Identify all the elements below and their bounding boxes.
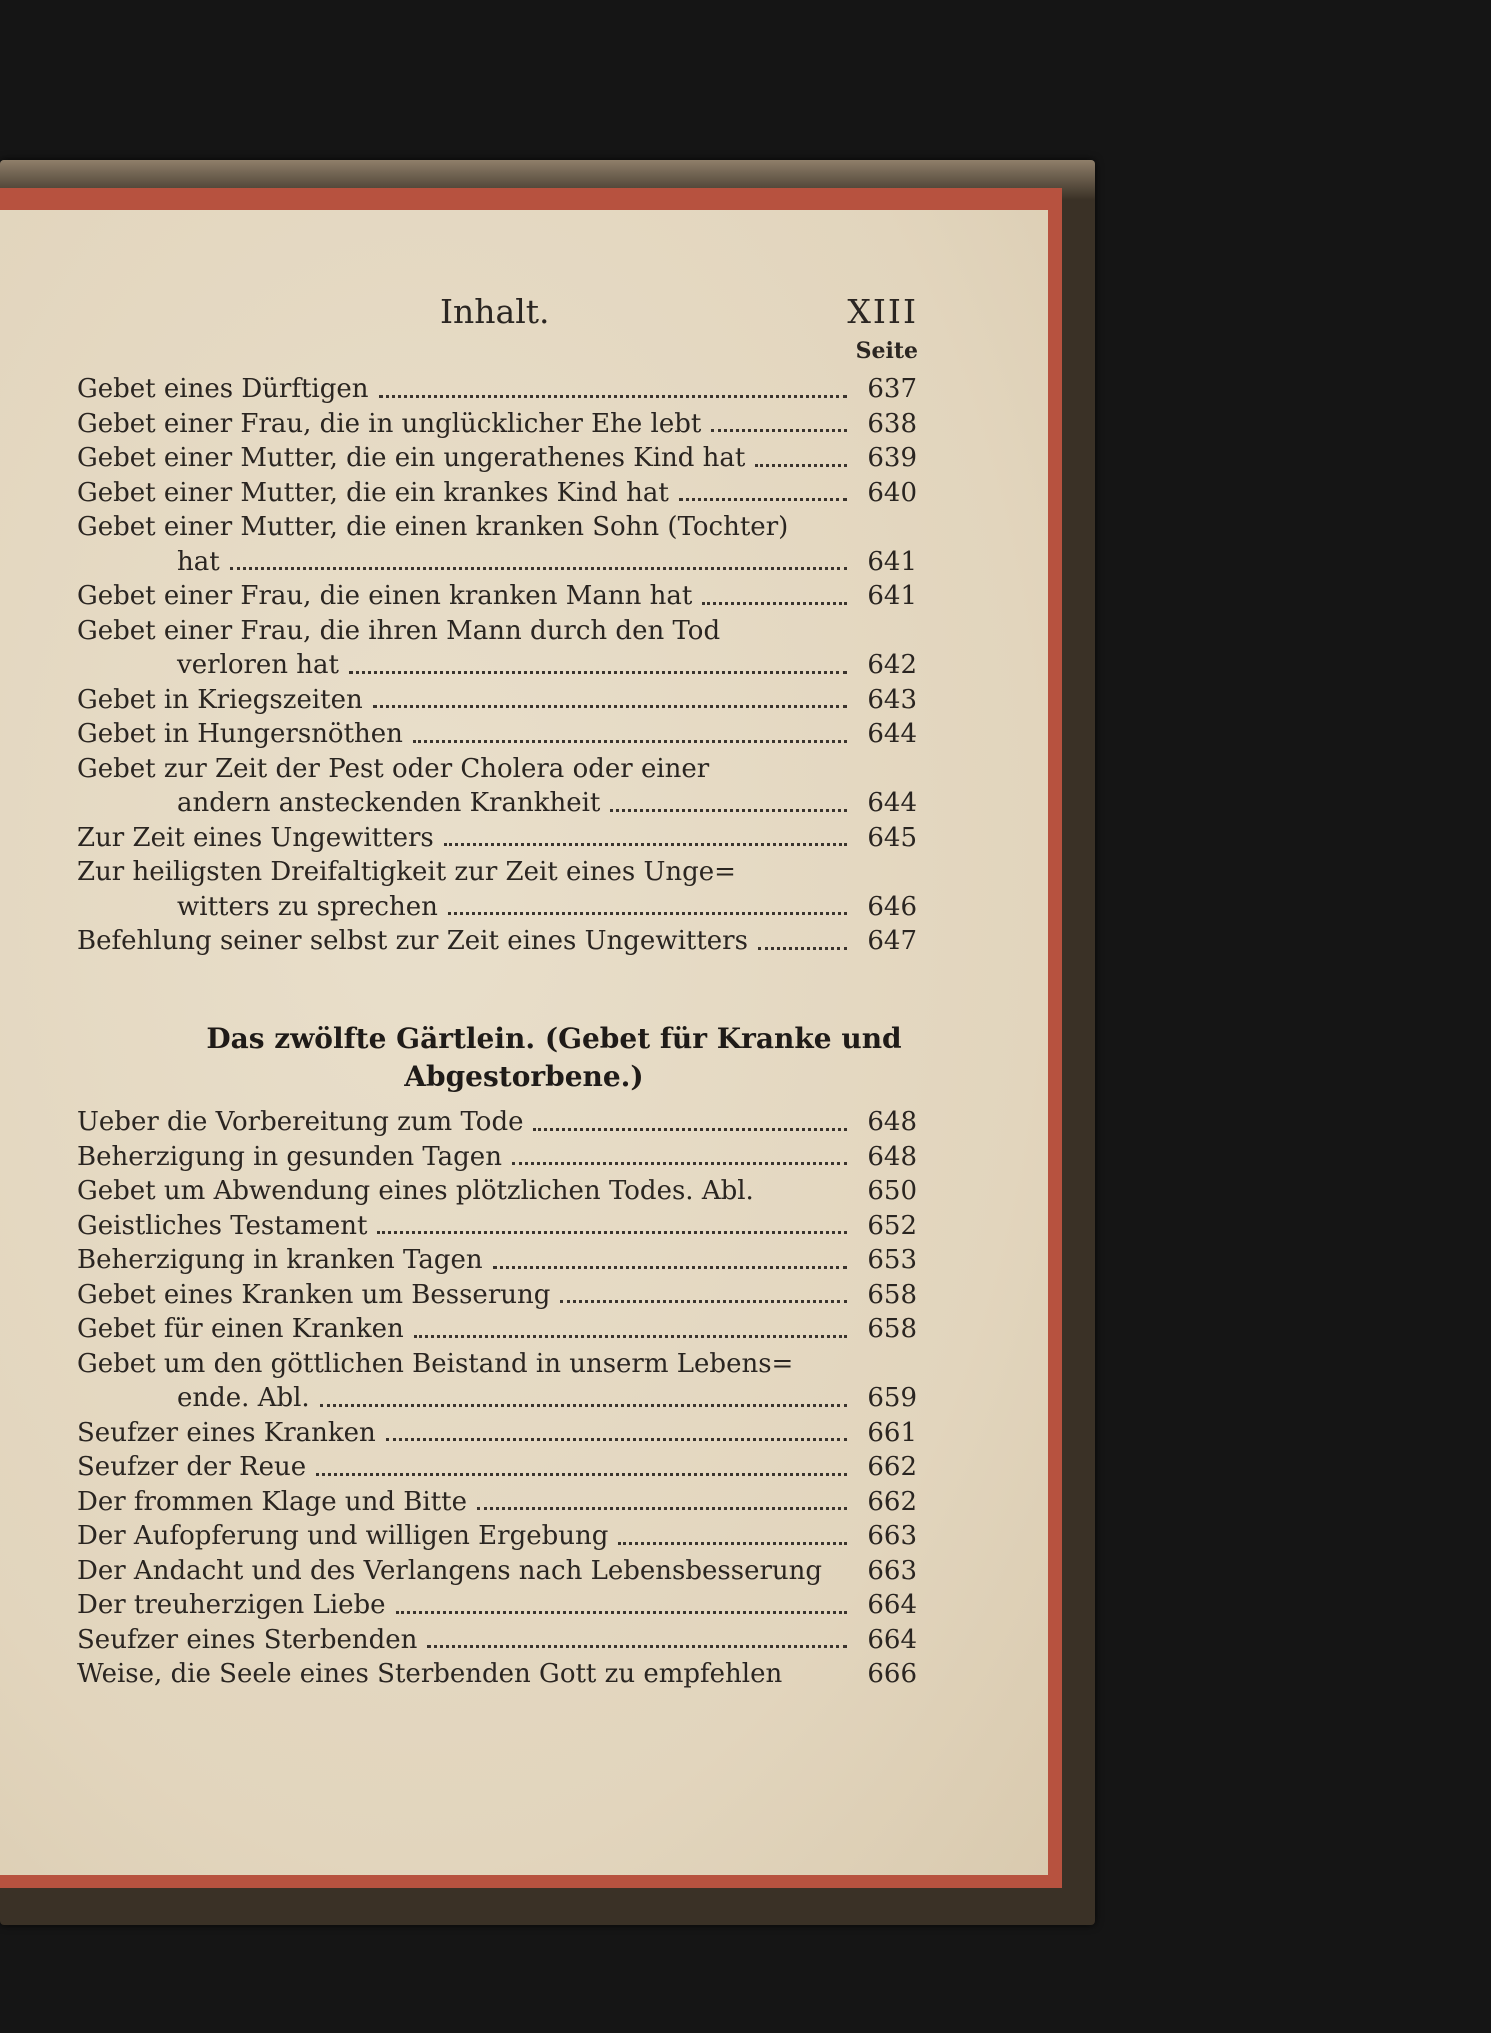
toc-entry-line <box>77 1105 917 1140</box>
toc-page-number: 664 <box>867 1624 917 1655</box>
toc-entry-continuation <box>77 545 917 580</box>
toc-entry-line <box>77 614 917 649</box>
toc-entry-text: Weise, die Seele eines Sterbenden Gott zu empfehlen <box>77 1659 783 1689</box>
toc-entry <box>77 1140 917 1175</box>
toc-entry-text: Seufzer eines Sterbenden <box>77 1624 418 1655</box>
toc-entry-line <box>77 855 917 890</box>
toc-entry-text: Ueber die Vorbereitung zum Tode <box>77 1107 524 1137</box>
toc-page-number: 661 <box>867 1417 917 1448</box>
toc-entry-text: Der Aufopferung und willigen Ergebung <box>77 1521 609 1551</box>
toc-page-number: 642 <box>867 650 917 680</box>
toc-entry-text: Seufzer eines Kranken <box>77 1417 376 1448</box>
toc-entry-line <box>77 683 917 718</box>
toc-entry-line <box>77 1588 917 1623</box>
dot-leader <box>396 1611 847 1614</box>
toc-page-number: 659 <box>867 1383 917 1413</box>
toc-entry-line <box>77 717 917 752</box>
toc-entry <box>77 476 917 511</box>
dot-leader <box>560 1300 847 1303</box>
toc-entry-text: hat <box>177 546 220 577</box>
toc-entry-line <box>77 1209 917 1244</box>
toc-page-number: 652 <box>867 1210 917 1241</box>
toc-page-number: 637 <box>867 374 917 404</box>
toc-page-number: 653 <box>867 1245 917 1275</box>
toc-entry-line <box>77 1485 917 1520</box>
toc-entry-line <box>77 1554 917 1589</box>
toc-entry <box>77 1243 917 1278</box>
dot-leader <box>533 1128 847 1131</box>
toc-entry-line <box>77 821 917 856</box>
toc-entry-text: Der Andacht und des Verlangens nach Lebensbesserung <box>77 1555 823 1586</box>
toc-page-number: 662 <box>867 1486 917 1517</box>
toc-page-number: 640 <box>867 477 917 508</box>
section-heading <box>0 1020 1048 1096</box>
dot-leader <box>349 671 847 674</box>
toc-entry <box>77 1174 917 1209</box>
toc-entry <box>77 1278 917 1313</box>
toc-entry <box>77 1416 917 1451</box>
toc-entry-line <box>77 1347 917 1382</box>
dot-leader <box>413 740 847 743</box>
toc-entry-line <box>77 1623 917 1658</box>
toc-entry-line <box>77 1174 917 1209</box>
toc-entry-text: Gebet um den göttlichen Beistand in unserm Lebens= <box>77 1348 794 1379</box>
dot-leader <box>427 1645 847 1648</box>
toc-page-number: 643 <box>867 684 917 715</box>
toc-entry <box>77 1209 917 1244</box>
toc-entry <box>77 1347 917 1416</box>
seite-column-label: Seite <box>855 338 918 364</box>
toc-entry-text: Gebet in Kriegszeiten <box>77 684 363 715</box>
toc-page-number: 650 <box>867 1176 917 1206</box>
toc-page-number: 663 <box>867 1555 917 1586</box>
toc-list-top <box>77 372 917 959</box>
toc-entry <box>77 717 917 752</box>
toc-entry <box>77 1554 917 1589</box>
toc-entry-continuation <box>77 1381 917 1416</box>
toc-entry-line <box>77 1450 917 1485</box>
toc-page-number: 646 <box>867 891 917 922</box>
toc-entry-line <box>77 1519 917 1554</box>
toc-entry-line <box>77 1243 917 1278</box>
toc-entry-text: Gebet für einen Kranken <box>77 1314 404 1344</box>
toc-entry <box>77 855 917 924</box>
toc-entry-text: Zur heiligsten Dreifaltigkeit zur Zeit eines Unge= <box>77 857 736 887</box>
toc-entry-text: Gebet einer Frau, die in unglücklicher Ehe lebt <box>77 408 702 439</box>
toc-entry-text: Gebet einer Frau, die ihren Mann durch den Tod <box>77 615 721 646</box>
toc-entry-text: witters zu sprechen <box>177 891 438 922</box>
dot-leader <box>316 1473 847 1476</box>
toc-page-number: 641 <box>867 546 917 577</box>
page-number: XIII <box>847 292 918 331</box>
toc-page-number: 664 <box>867 1590 917 1620</box>
toc-entry-text: Gebet in Hungersnöthen <box>77 719 403 749</box>
toc-entry <box>77 407 917 442</box>
toc-entry <box>77 614 917 683</box>
toc-page-number: 658 <box>867 1314 917 1344</box>
toc-entry-line <box>77 1657 917 1692</box>
dot-leader <box>711 429 847 432</box>
toc-entry-text: Geistliches Testament <box>77 1210 368 1241</box>
toc-entry-line <box>77 752 917 787</box>
toc-entry-text: Zur Zeit eines Ungewitters <box>77 822 434 853</box>
dot-leader <box>618 1542 847 1545</box>
toc-page-number: 638 <box>867 408 917 439</box>
toc-list-bottom <box>77 1105 917 1692</box>
toc-entry-text: Gebet einer Mutter, die einen kranken Sohn (Tochter) <box>77 512 789 542</box>
toc-entry-line <box>77 579 917 614</box>
dot-leader <box>512 1162 847 1165</box>
dot-leader <box>755 464 847 467</box>
toc-page-number: 644 <box>867 719 917 749</box>
toc-entry-line <box>77 1278 917 1313</box>
dot-leader <box>702 602 847 605</box>
toc-entry-text: Seufzer der Reue <box>77 1452 307 1482</box>
toc-page-number: 647 <box>867 926 917 956</box>
toc-entry-line <box>77 372 917 407</box>
toc-page-number: 639 <box>867 443 917 473</box>
toc-entry-line <box>77 1312 917 1347</box>
toc-entry-text: Beherzigung in gesunden Tagen <box>77 1141 502 1172</box>
toc-page-number: 648 <box>867 1107 917 1137</box>
toc-page-number: 644 <box>867 788 917 818</box>
toc-page-number: 641 <box>867 581 917 611</box>
toc-entry <box>77 372 917 407</box>
toc-entry <box>77 579 917 614</box>
toc-entry <box>77 510 917 579</box>
toc-entry-text: Gebet einer Frau, die einen kranken Mann hat <box>77 581 693 611</box>
toc-entry-text: Gebet um Abwendung eines plötzlichen Todes. Abl. <box>77 1176 754 1206</box>
toc-entry-text: Der frommen Klage und Bitte <box>77 1486 467 1517</box>
dot-leader <box>679 498 847 501</box>
toc-entry <box>77 924 917 959</box>
toc-entry-line <box>77 441 917 476</box>
toc-entry-text: Gebet eines Kranken um Besserung <box>77 1279 551 1310</box>
section-heading-line-1: Das zwölfte Gärtlein. (Gebet für Kranke und <box>206 1022 902 1055</box>
toc-entry-continuation <box>77 648 917 683</box>
toc-entry-continuation <box>77 890 917 925</box>
toc-entry <box>77 1623 917 1658</box>
toc-entry <box>77 683 917 718</box>
running-header-title: Inhalt. <box>440 292 550 331</box>
toc-entry-line <box>77 476 917 511</box>
toc-page-number: 658 <box>867 1279 917 1310</box>
toc-entry-line <box>77 1140 917 1175</box>
dot-leader <box>320 1404 847 1407</box>
toc-entry-line <box>77 510 917 545</box>
toc-entry <box>77 1312 917 1347</box>
toc-entry <box>77 1657 917 1692</box>
toc-page-number: 645 <box>867 822 917 853</box>
toc-entry <box>77 1519 917 1554</box>
toc-page-number: 666 <box>867 1659 917 1689</box>
toc-page-number: 663 <box>867 1521 917 1551</box>
toc-entry-text: Der treuherzigen Liebe <box>77 1590 386 1620</box>
toc-entry-text: verloren hat <box>177 650 339 680</box>
section-heading-line-2: Abgestorbene.) <box>404 1060 644 1093</box>
toc-entry <box>77 1450 917 1485</box>
toc-entry-text: Gebet zur Zeit der Pest oder Cholera oder einer <box>77 753 710 784</box>
toc-page-number: 662 <box>867 1452 917 1482</box>
toc-page-number: 648 <box>867 1141 917 1172</box>
toc-entry <box>77 752 917 821</box>
toc-entry <box>77 1485 917 1520</box>
dot-leader <box>386 1438 847 1441</box>
dot-leader <box>414 1335 847 1338</box>
book-page <box>0 210 1048 1875</box>
toc-entry-line <box>77 1416 917 1451</box>
dot-leader <box>477 1507 847 1510</box>
toc-entry-text: Gebet eines Dürftigen <box>77 374 369 404</box>
dot-leader <box>444 843 847 846</box>
dot-leader <box>610 809 847 812</box>
dot-leader <box>758 947 847 950</box>
dot-leader <box>448 912 847 915</box>
toc-entry <box>77 821 917 856</box>
toc-entry-text: Gebet einer Mutter, die ein ungerathenes Kind hat <box>77 443 746 473</box>
toc-entry-line <box>77 407 917 442</box>
dot-leader <box>377 1231 847 1234</box>
toc-entry-text: Befehlung seiner selbst zur Zeit eines Ungewitters <box>77 926 748 956</box>
toc-entry-line <box>77 924 917 959</box>
toc-entry <box>77 1588 917 1623</box>
toc-entry <box>77 441 917 476</box>
toc-entry-continuation <box>77 786 917 821</box>
toc-entry-text: Gebet einer Mutter, die ein krankes Kind hat <box>77 477 669 508</box>
dot-leader <box>493 1266 847 1269</box>
dot-leader <box>379 395 847 398</box>
dot-leader <box>373 705 847 708</box>
toc-entry-text: Beherzigung in kranken Tagen <box>77 1245 483 1275</box>
toc-entry <box>77 1105 917 1140</box>
toc-entry-text: andern ansteckenden Krankheit <box>177 788 601 818</box>
dot-leader <box>230 567 847 570</box>
toc-entry-text: ende. Abl. <box>177 1383 310 1413</box>
